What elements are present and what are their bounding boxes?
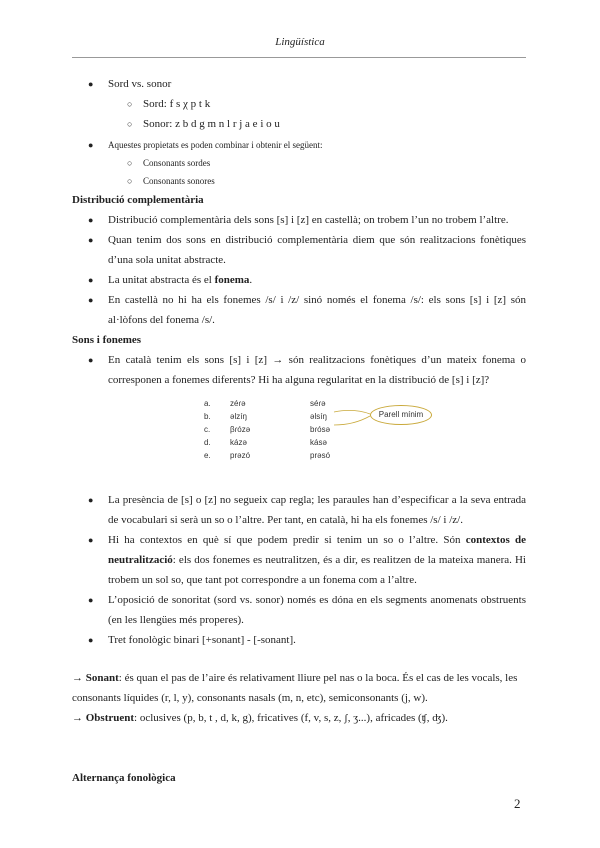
list-item: ● Distribució complementària dels sons [s] i [z] en castellà; on trobem l’un no trobem l’altre. <box>72 210 526 230</box>
page-header: Lingüística <box>275 36 325 48</box>
section-heading-distribucio: Distribució complementària <box>72 194 204 206</box>
note-sonant: → Sonant: és quan el pas de l’aire és relativament lliure pel nas o la boca. És el cas de les vocals, les consonants líquides (r, l, y), consonants nasals (m, n, etc), semiconsonants (j, w). <box>72 672 518 704</box>
list-item: ● Quan tenim dos sons en distribució complementària diem que són realitzacions fonètiques d’una sola unitat abstracte. <box>72 230 526 270</box>
figure-word-a1: zéɾə <box>230 399 246 408</box>
header-rule <box>72 57 526 58</box>
list-item: ● Hi ha contextos en què sí que podem predir si tenim un so o l’altre. Són contextos de neutralització: els dos fonemes es neutralitzen, és a dir, es realitzen de la mateixa manera. Hi trobem un sol so, que tant pot correspondre a un fonema com a l’altre. <box>72 530 526 590</box>
circle-bullet-icon: ○ <box>127 119 133 129</box>
figure-word-e2: prəsó <box>310 451 331 460</box>
list-item: ● En català tenim els sons [s] i [z] → són realitzacions fonètiques d’un mateix fonema o corresponen a fonemes diferents? Hi ha alguna regularitat en la distribució de [s] i [z]? <box>72 350 526 390</box>
section-heading-sons: Sons i fonemes <box>72 334 142 346</box>
figure-word-d2: kásə <box>310 438 327 447</box>
page-content <box>72 74 526 788</box>
figure-row-a: a. <box>204 399 211 408</box>
list-item: ● La presència de [s] o [z] no segueix cap regla; les paraules han d’especificar a la seva entrada de vocabulari si serà un so o l’altre. Per tant, en català, hi ha els fonemes /s/ i /z/. <box>72 490 526 530</box>
bullet-icon: ● <box>88 275 94 285</box>
circle-bullet-icon: ○ <box>127 158 133 168</box>
list-item: ● Aquestes propietats es poden combinar i obtenir el següent: <box>72 136 526 154</box>
bullet-icon: ● <box>88 595 94 605</box>
list-item: ● L’oposició de sonoritat (sord vs. sonor) només es dóna en els segments anomenats obstruents (en les llengües més properes). <box>72 590 526 630</box>
figure-word-c1: βɾózə <box>230 425 251 434</box>
minimal-pair-figure <box>72 394 526 464</box>
bullet-icon: ● <box>88 215 94 225</box>
bullet-icon: ● <box>88 295 94 305</box>
sub-list-item: ○ Sord: f s χ p t k <box>72 94 526 114</box>
arrow-icon: → <box>72 712 83 724</box>
note-obstruent: → Obstruent: oclusives (p, b, t , d, k, g), fricatives (f, v, s, z, ʃ, ʒ...), africades (ʧ, ʤ). <box>72 712 448 724</box>
figure-row-d: d. <box>204 438 211 447</box>
figure-word-a2: séɾə <box>310 399 326 408</box>
minimal-pair-label: Parell mínim <box>370 405 432 425</box>
bullet-icon: ● <box>88 235 94 245</box>
list-item: ● La unitat abstracta és el fonema. <box>72 270 526 290</box>
bullet-icon: ● <box>88 495 94 505</box>
bullet-icon: ● <box>88 535 94 545</box>
arrow-icon: → <box>72 672 83 684</box>
bullet-icon: ● <box>88 79 94 89</box>
sub-list-item: ○ Sonor: z b d g m n l r j a e i o u <box>72 114 526 134</box>
list-item: ● Sord vs. sonor <box>72 74 526 94</box>
circle-bullet-icon: ○ <box>127 99 133 109</box>
bullet-icon: ● <box>88 355 94 365</box>
list-item: ● En castellà no hi ha els fonemes /s/ i /z/ sinó només el fonema /s/: els sons [s] i [z] són al·lòfons del fonema /s/. <box>72 290 526 330</box>
bullet-icon: ● <box>88 635 94 645</box>
sub-list-item: ○ Consonants sordes <box>72 154 526 172</box>
circle-bullet-icon: ○ <box>127 176 133 186</box>
figure-word-c2: bɾósə <box>310 425 331 434</box>
term-fonema: fonema <box>214 274 250 286</box>
sub-list-item: ○ Consonants sonores <box>72 172 526 190</box>
figure-row-c: c. <box>204 425 211 434</box>
figure-word-b2: əlsíŋ <box>310 412 327 421</box>
section-heading-alternanca: Alternança fonològica <box>72 772 176 784</box>
page-number: 2 <box>514 796 521 811</box>
figure-row-b: b. <box>204 412 211 421</box>
figure-word-e1: prəzó <box>230 451 251 460</box>
figure-row-e: e. <box>204 451 211 460</box>
bullet-icon: ● <box>88 140 94 150</box>
connector-lines <box>72 394 526 464</box>
term-neutralitzacio: contextos de neutralització <box>108 534 526 566</box>
list-item: ● Tret fonològic binari [+sonant] - [-sonant]. <box>72 630 526 650</box>
figure-word-d1: kázə <box>230 438 247 447</box>
figure-word-b1: əlzíŋ <box>230 412 247 421</box>
